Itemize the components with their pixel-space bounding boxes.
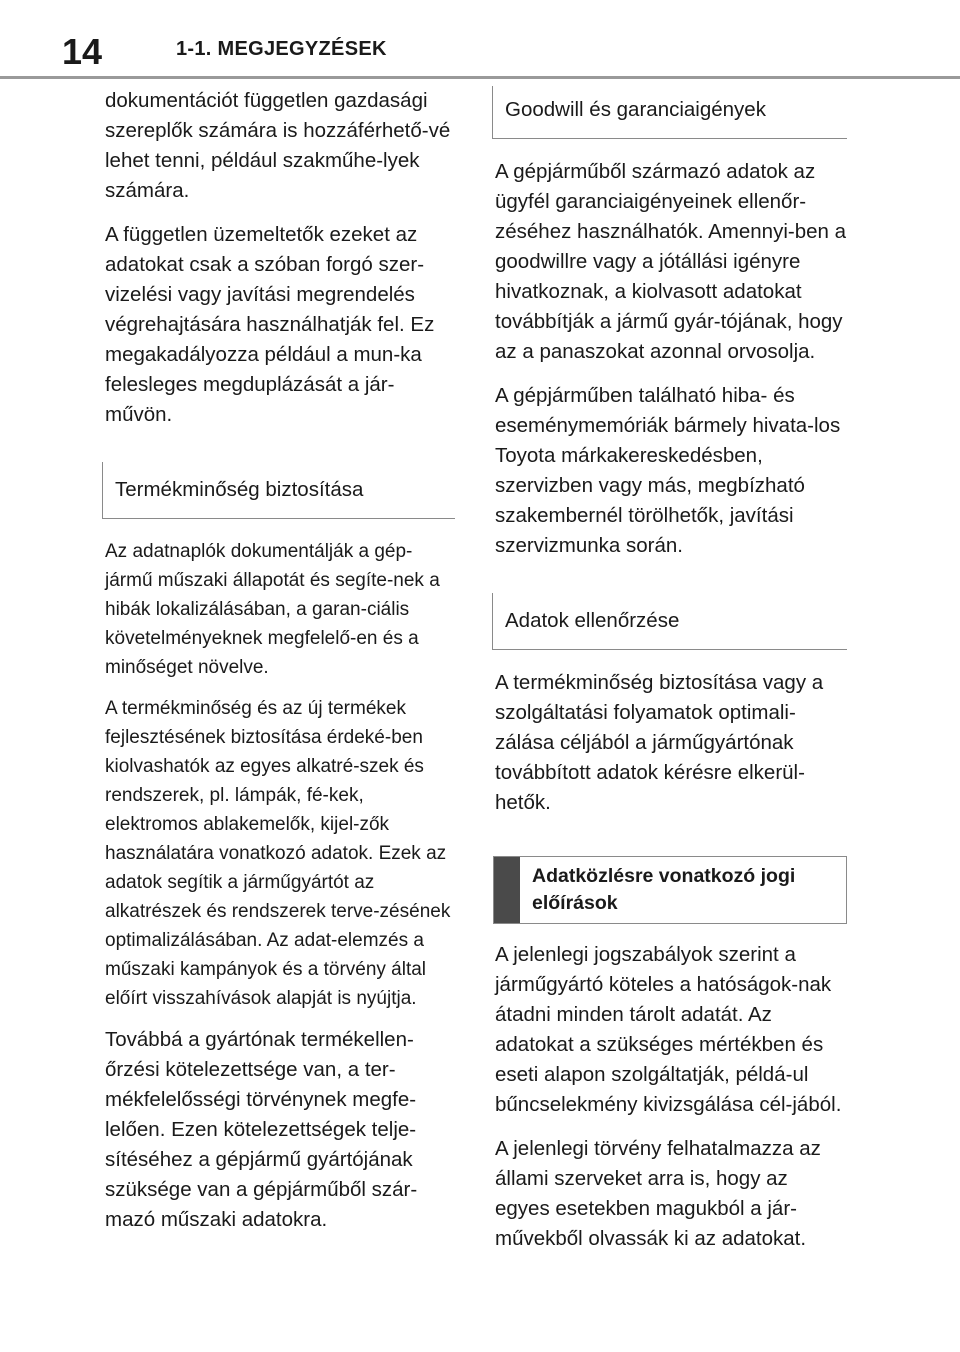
chapter-title: 1-1. MEGJEGYZÉSEK [176,38,387,60]
section-heading: Termékminőség biztosítása [102,462,455,519]
page-header [0,0,960,80]
paragraph: dokumentációt független gazdasági szereplők számára is hozzáférhető-vé lehet tenni, például szakműhe-lyek számára. [105,89,451,202]
paragraph: Továbbá a gyártónak termékellen-őrzési kötelezettsége van, a ter-mékfelelősségi törvénynek megfe-lelően. Ezen kötelezettségek telje-sítéséhez a gépjármű gyártójának szüksége van a gépjárműből szár-mazó műszaki adatokra. [105,1028,418,1231]
boxed-heading-text: Adatközlésre vonatkozó jogi előírások [532,865,796,914]
paragraph: A független üzemeltetők ezeket az adatokat csak a szóban forgó szer-vizelési vagy javítási megrendelés végrehajtására használhatják fel. Ez megakadályozza például a mun-ka felesleges megduplázását a jár-művön. [105,223,435,426]
boxed-section-heading [493,856,847,924]
section-heading: Adatok ellenőrzése [492,593,847,650]
header-divider [0,76,960,79]
paragraph: A jelenlegi törvény felhatalmazza az állami szerveket arra is, hogy az egyes esetekben magukból a jár-művekből olvassák ki az adatokat. [495,1137,821,1250]
paragraph: A jelenlegi jogszabályok szerint a járműgyártó köteles a hatóságok-nak átadni minden tárolt adatát. Az adatokat a szükséges mértékben és eseti alapon szolgáltatják, példá-ul bűncselekmény kivizsgálása cél-jából. [495,943,842,1116]
paragraph: A gépjárműből származó adatok az ügyfél garanciaigényeinek ellenőr-zéséhez használhatók. Amennyi-ben a goodwillre vagy a jótállási igényre hivatkoznak, a kiolvasott adatokat továbbítják a jármű gyár-tójának, hogy az a panaszokat azonnal orvosolja. [495,160,847,363]
left-column [105,86,455,1249]
paragraph: A termékminőség és az új termékek fejlesztésének biztosítása érdeké-ben kiolvashatók az egyes alkatré-szek és rendszerek, pl. lámpák, fé-kek, elektromos ablakemelők, kijel-zők használatára vonatkozó adatok. Ezek az adatok segítik a járműgyártót az alkatrészek és rendszerek terve-zésének optimalizálásában. Az adat-elemzés a műszaki kampányok és a törvény által előírt visszahívások alapját is nyújtja. [105,698,451,1009]
paragraph: A termékminőség biztosítása vagy a szolgáltatási folyamatok optimali-zálása céljából a járműgyártónak továbbított adatok kérésre elkerül-hetők. [495,671,824,814]
heading-accent-bar [494,857,520,923]
right-column [495,86,847,1268]
section-heading: Goodwill és garanciaigények [492,86,847,139]
paragraph: Az adatnaplók dokumentálják a gép-jármű műszaki állapotát és segíte-nek a hibák lokalizálásában, a garan-ciális követelményeknek megfelelő-en és a minőséget növelve. [105,541,440,678]
page-number: 14 [62,31,103,72]
paragraph: A gépjárműben található hiba- és eseménymemóriák bármely hivata-los Toyota márkakereskedésben, szervizben vagy más, megbízható szakembernél törölhetők, javítási szervizmunka során. [495,384,841,557]
